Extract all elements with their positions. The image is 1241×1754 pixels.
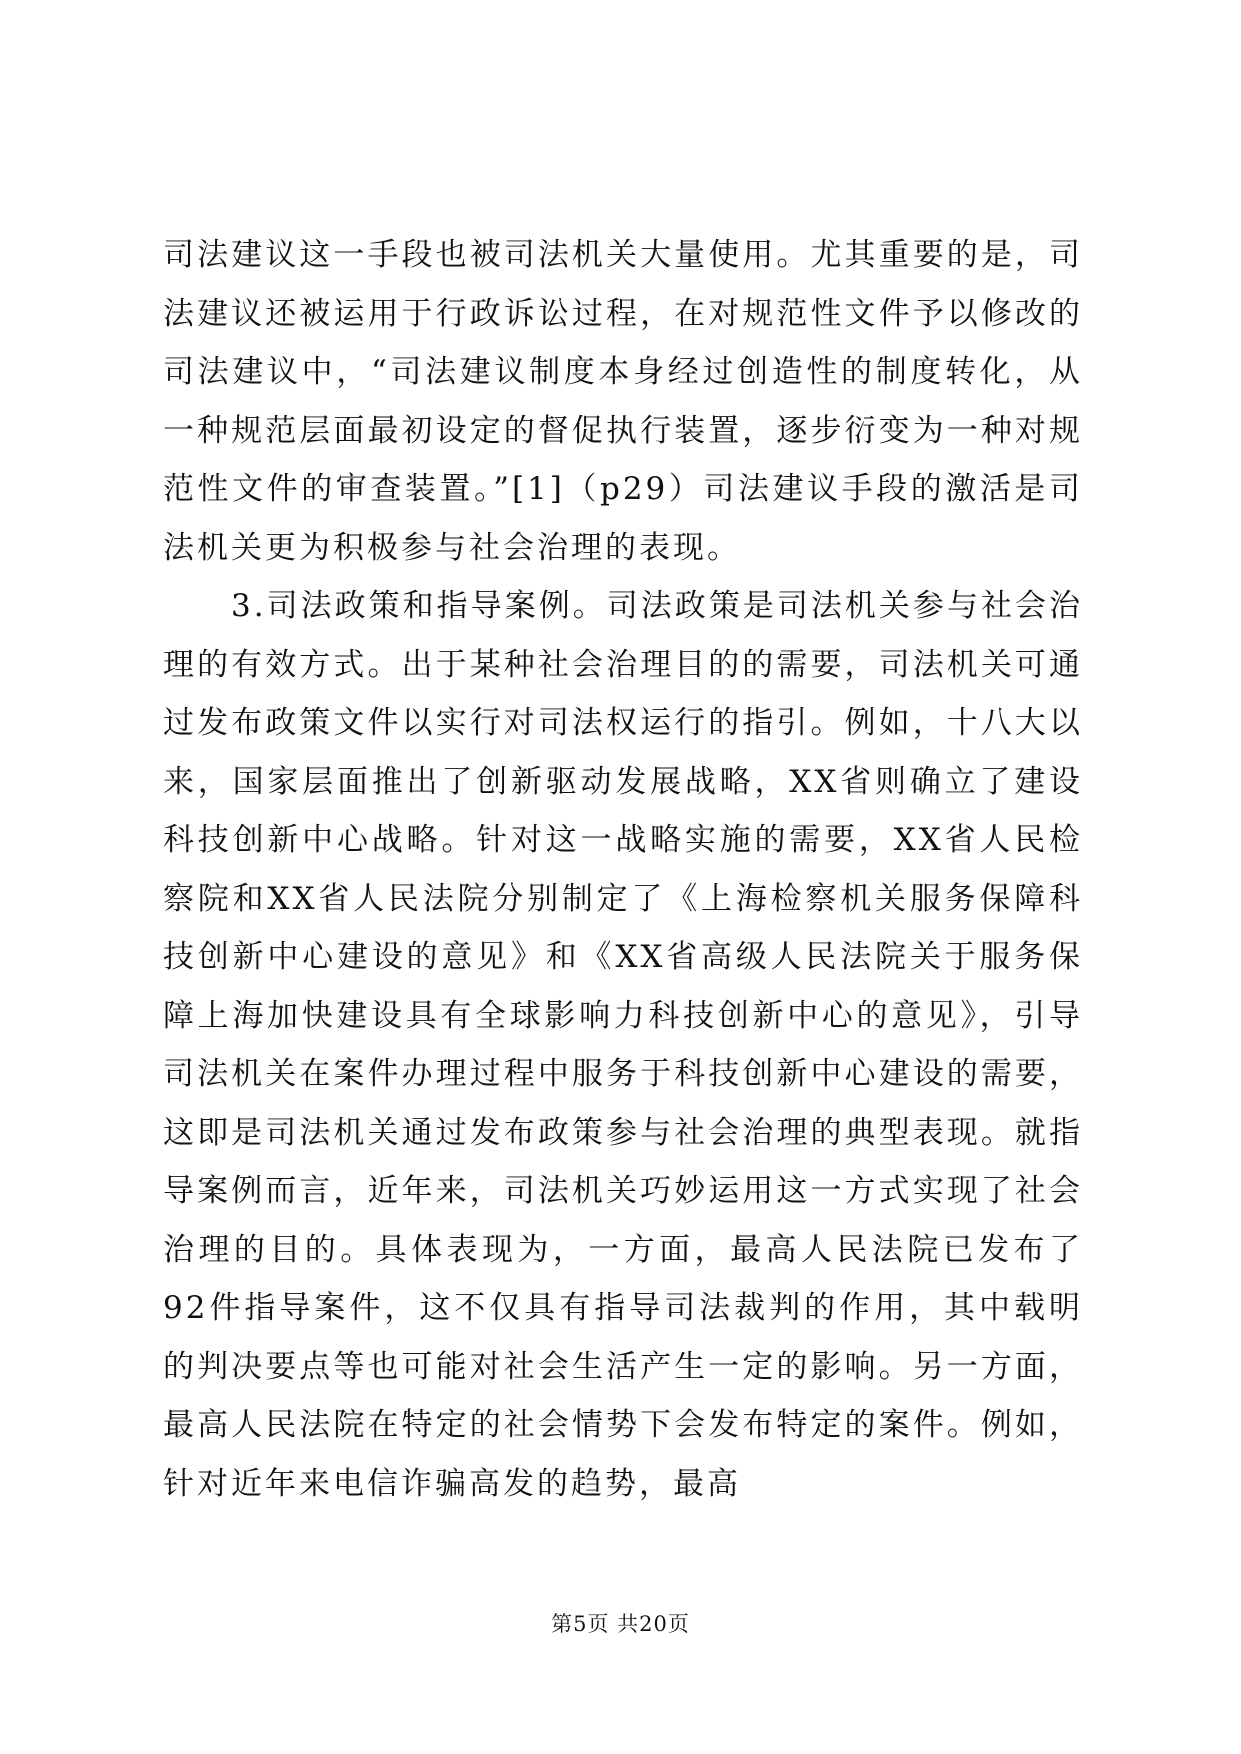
paragraph-continued: 司法建议这一手段也被司法机关大量使用。尤其重要的是，司法建议还被运用于行政诉讼过程，在对规范性文件予以修改的司法建议中，“司法建议制度本身经过创造性的制度转化，从一种规范层面最初设定的督促执行装置，逐步衍变为一种对规范性文件的审查装置。”[1]（p29）司法建议手段的激活是司法机关更为积极参与社会治理的表现。	[163, 237, 1083, 566]
page-footer: 第5页 共20页	[551, 1612, 690, 1636]
paragraph-judicial-policy: 3.司法政策和指导案例。司法政策是司法机关参与社会治理的有效方式。出于某种社会治理目的的需要，司法机关可通过发布政策文件以实行对司法权运行的指引。例如，十八大以来，国家层面推出了创新驱动发展战略，XX省则确立了建设科技创新中心战略。针对这一战略实施的需要，XX省人民检察院和XX省人民法院分别制定了《上海检察机关服务保障科技创新中心建设的意见》和《XX省高级人民法院关于服务保障上海加快建设具有全球影响力科技创新中心的意见》，引导司法机关在案件办理过程中服务于科技创新中心建设的需要，这即是司法机关通过发布政策参与社会治理的典型表现。就指导案例而言，近年来，司法机关巧妙运用这一方式实现了社会治理的目的。具体表现为，一方面，最高人民法院已发布了92件指导案件，这不仅具有指导司法裁判的作用，其中载明的判决要点等也可能对社会生活产生一定的影响。另一方面，最高人民法院在特定的社会情势下会发布特定的案件。例如，针对近年来电信诈骗高发的趋势，最高	[163, 588, 1083, 1502]
body-text	[163, 226, 1083, 1513]
